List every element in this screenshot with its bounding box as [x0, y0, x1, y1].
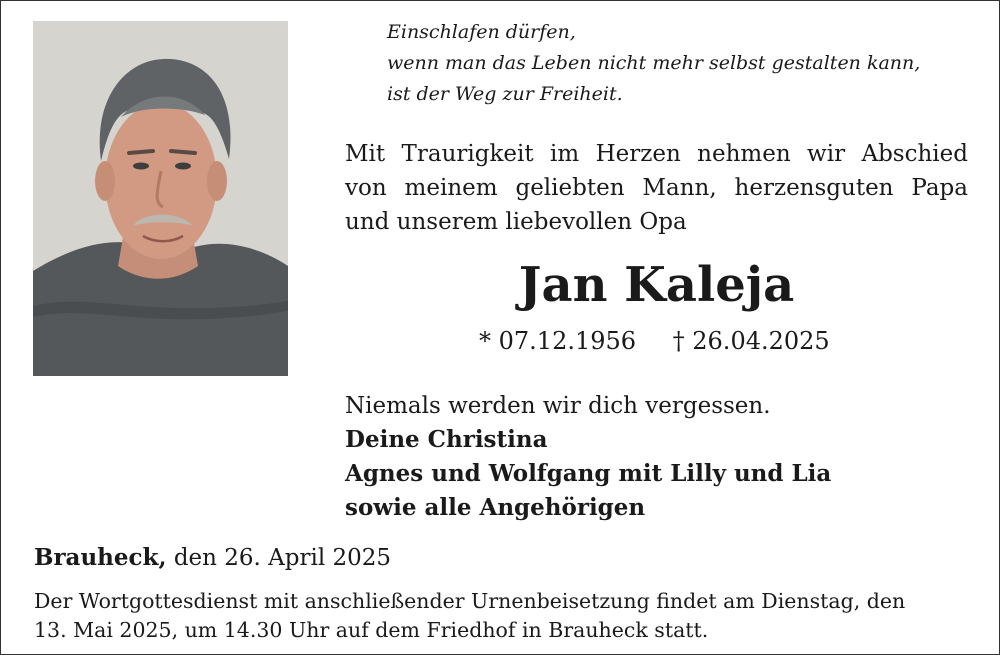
notice-date: den 26. April 2025	[173, 545, 392, 571]
life-dates	[479, 323, 879, 359]
death-date: † 26.04.2025	[672, 327, 830, 355]
signature-line: Deine Christina	[345, 426, 548, 453]
poem	[387, 17, 987, 110]
intro-line: Mit Traurigkeit im Herzen nehmen wir Abschied	[345, 141, 968, 167]
place-date	[34, 541, 391, 575]
signature-line: Agnes und Wolfgang mit Lilly und Lia	[345, 460, 832, 487]
signature-line: sowie alle Angehörigen	[345, 494, 646, 521]
portrait-photo	[33, 21, 288, 376]
service-line: Der Wortgottesdienst mit anschließender Urnenbeisetzung findet am Dienstag, den	[34, 589, 906, 613]
intro-text	[345, 137, 968, 239]
deceased-name: Jan Kaleja	[518, 257, 795, 313]
intro-line: von meinem geliebten Mann, herzensguten Papa	[345, 175, 968, 201]
poem-line: Einschlafen dürfen,	[387, 21, 576, 43]
portrait-image	[33, 21, 288, 376]
poem-line: ist der Weg zur Freiheit.	[387, 83, 623, 105]
intro-line: und unserem liebevollen Opa	[345, 209, 687, 235]
place: Brauheck,	[34, 544, 167, 571]
poem-line: wenn man das Leben nicht mehr selbst gestalten kann,	[387, 52, 921, 74]
closing-line: Niemals werden wir dich vergessen.	[345, 393, 771, 419]
birth-date: * 07.12.1956	[479, 327, 637, 355]
service-info	[34, 587, 974, 645]
closing-block	[345, 389, 968, 525]
service-line: 13. Mai 2025, um 14.30 Uhr auf dem Friedhof in Brauheck statt.	[34, 618, 709, 642]
